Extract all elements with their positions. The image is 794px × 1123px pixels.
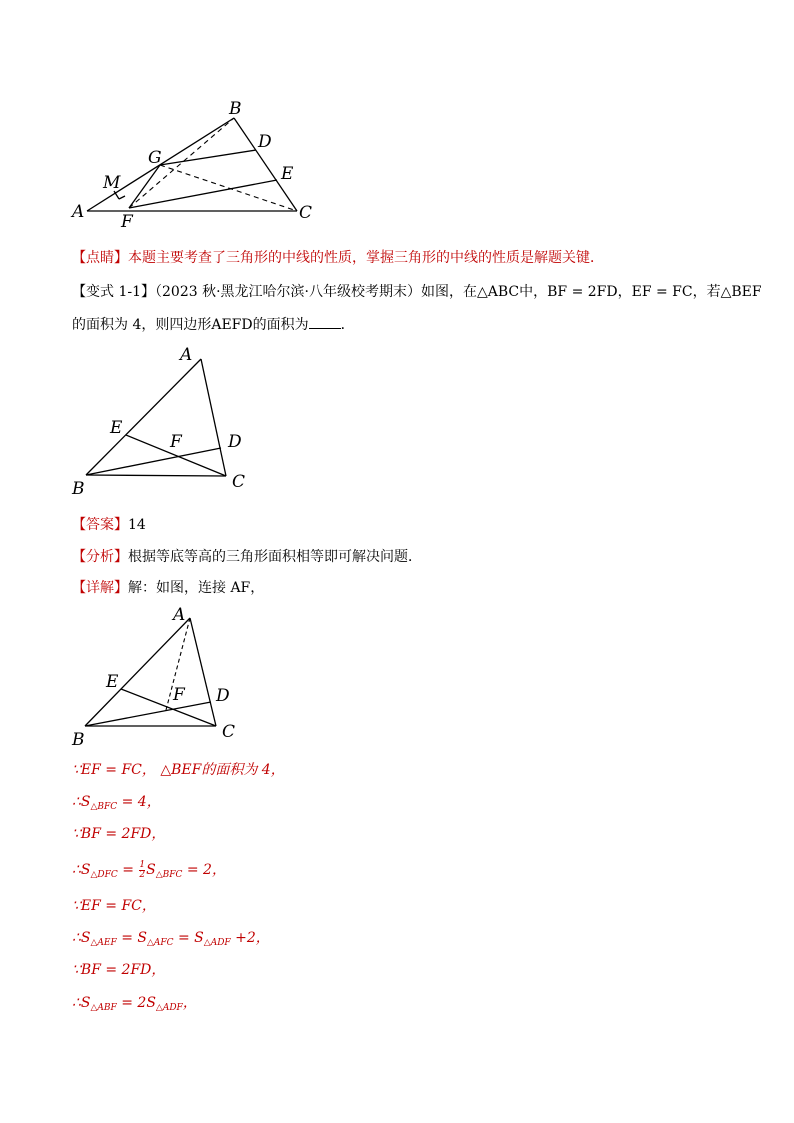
answer-tag: 【答案】 [72,517,128,533]
step-1: ∵EF = FC， △BEF的面积为 4， [72,762,285,778]
step-8-s: ∴S [72,995,91,1011]
step-4-s: ∴S [72,862,91,878]
dianjing-tag: 【点睛】 [72,250,128,266]
step-8-rest: ， [182,995,197,1011]
step-5: ∵EF = FC， [72,898,156,914]
step-4-sub2: △BFC [155,870,183,880]
step-8-eq: = 2S [116,995,156,1011]
step-4-s2: S [146,862,156,878]
step-2-s: ∴S [72,794,91,810]
step-8-sub2: △ADF [155,1003,183,1013]
detail-text: 解：如图，连接 AF， [128,580,265,596]
step-7: ∵BF = 2FD， [72,962,166,978]
analysis-tag: 【分析】 [72,549,128,565]
detail-line [72,578,264,598]
step-4-eq: = [117,862,139,878]
variant-question-2: 的面积为 4，则四边形AEFD的面积为 [72,317,309,333]
dianjing-text: 本题主要考查了三角形的中线的性质，掌握三角形的中线的性质是解题关键． [128,250,604,266]
answer-line [72,515,146,535]
fig2-label-C: C [232,472,246,492]
variant-line-1 [72,282,762,302]
step-6-sub3: △ADF [203,938,231,948]
fig3-label-D: D [216,686,230,706]
step-6 [72,928,270,950]
fig1-label-D: D [258,132,272,152]
fig3-label-B: B [72,730,85,750]
fig1-label-G: G [148,148,162,168]
step-8 [72,993,197,1015]
fraction-denominator: 2 [139,869,146,880]
figure-1-geometry [60,95,330,230]
fig1-label-A: A [72,202,85,222]
fraction-numerator: 1 [139,859,146,870]
variant-question-1: 如图，在△ABC中，BF = 2FD，EF = FC，若△BEF [420,284,762,300]
fig2-label-F: F [170,432,182,452]
fig2-label-D: D [228,432,242,452]
fig1-label-F: F [121,212,133,230]
fig1-label-E: E [281,164,294,184]
step-6-rest: +2， [230,930,270,946]
fig3-label-C: C [222,722,236,742]
step-4-sub1: △DFC [90,870,118,880]
fig1-label-M: M [103,173,121,193]
step-4-fraction [139,861,145,880]
step-3: ∵BF = 2FD， [72,826,166,842]
fig2-label-E: E [110,418,123,438]
fig3-label-F: F [173,685,185,705]
detail-tag: 【详解】 [72,580,128,596]
step-4-rest: = 2， [182,862,226,878]
answer-value: 14 [128,517,146,533]
dianjing-line [72,248,604,268]
figure-2-geometry [65,340,255,500]
fig3-label-E: E [106,672,119,692]
analysis-text: 根据等底等高的三角形面积相等即可解决问题． [128,549,422,565]
step-6-eq2: = S [173,930,204,946]
step-6-s: ∴S [72,930,91,946]
step-6-eq1: = S [116,930,147,946]
variant-source: （2023 秋·黑龙江哈尔滨·八年级校考期末） [155,284,421,300]
step-6-sub2: △AFC [146,938,174,948]
step-6-sub1: △AEF [90,938,117,948]
step-8-sub1: △ABF [90,1003,117,1013]
fig3-label-A: A [173,605,186,625]
fig2-label-B: B [72,479,85,499]
step-2-sub: △BFC [90,802,118,812]
variant-line-2 [72,314,355,335]
step-2 [72,792,161,814]
step-2-rest: = 4， [117,794,161,810]
answer-blank [309,314,341,329]
fig2-label-A: A [180,345,193,365]
step-4 [72,860,226,882]
analysis-line [72,547,422,567]
variant-tag: 【变式 1-1】 [72,284,155,300]
fig1-label-B: B [229,99,242,119]
variant-question-end: ． [340,317,355,333]
fig1-label-C: C [299,203,313,223]
figure-3-geometry [65,600,245,750]
